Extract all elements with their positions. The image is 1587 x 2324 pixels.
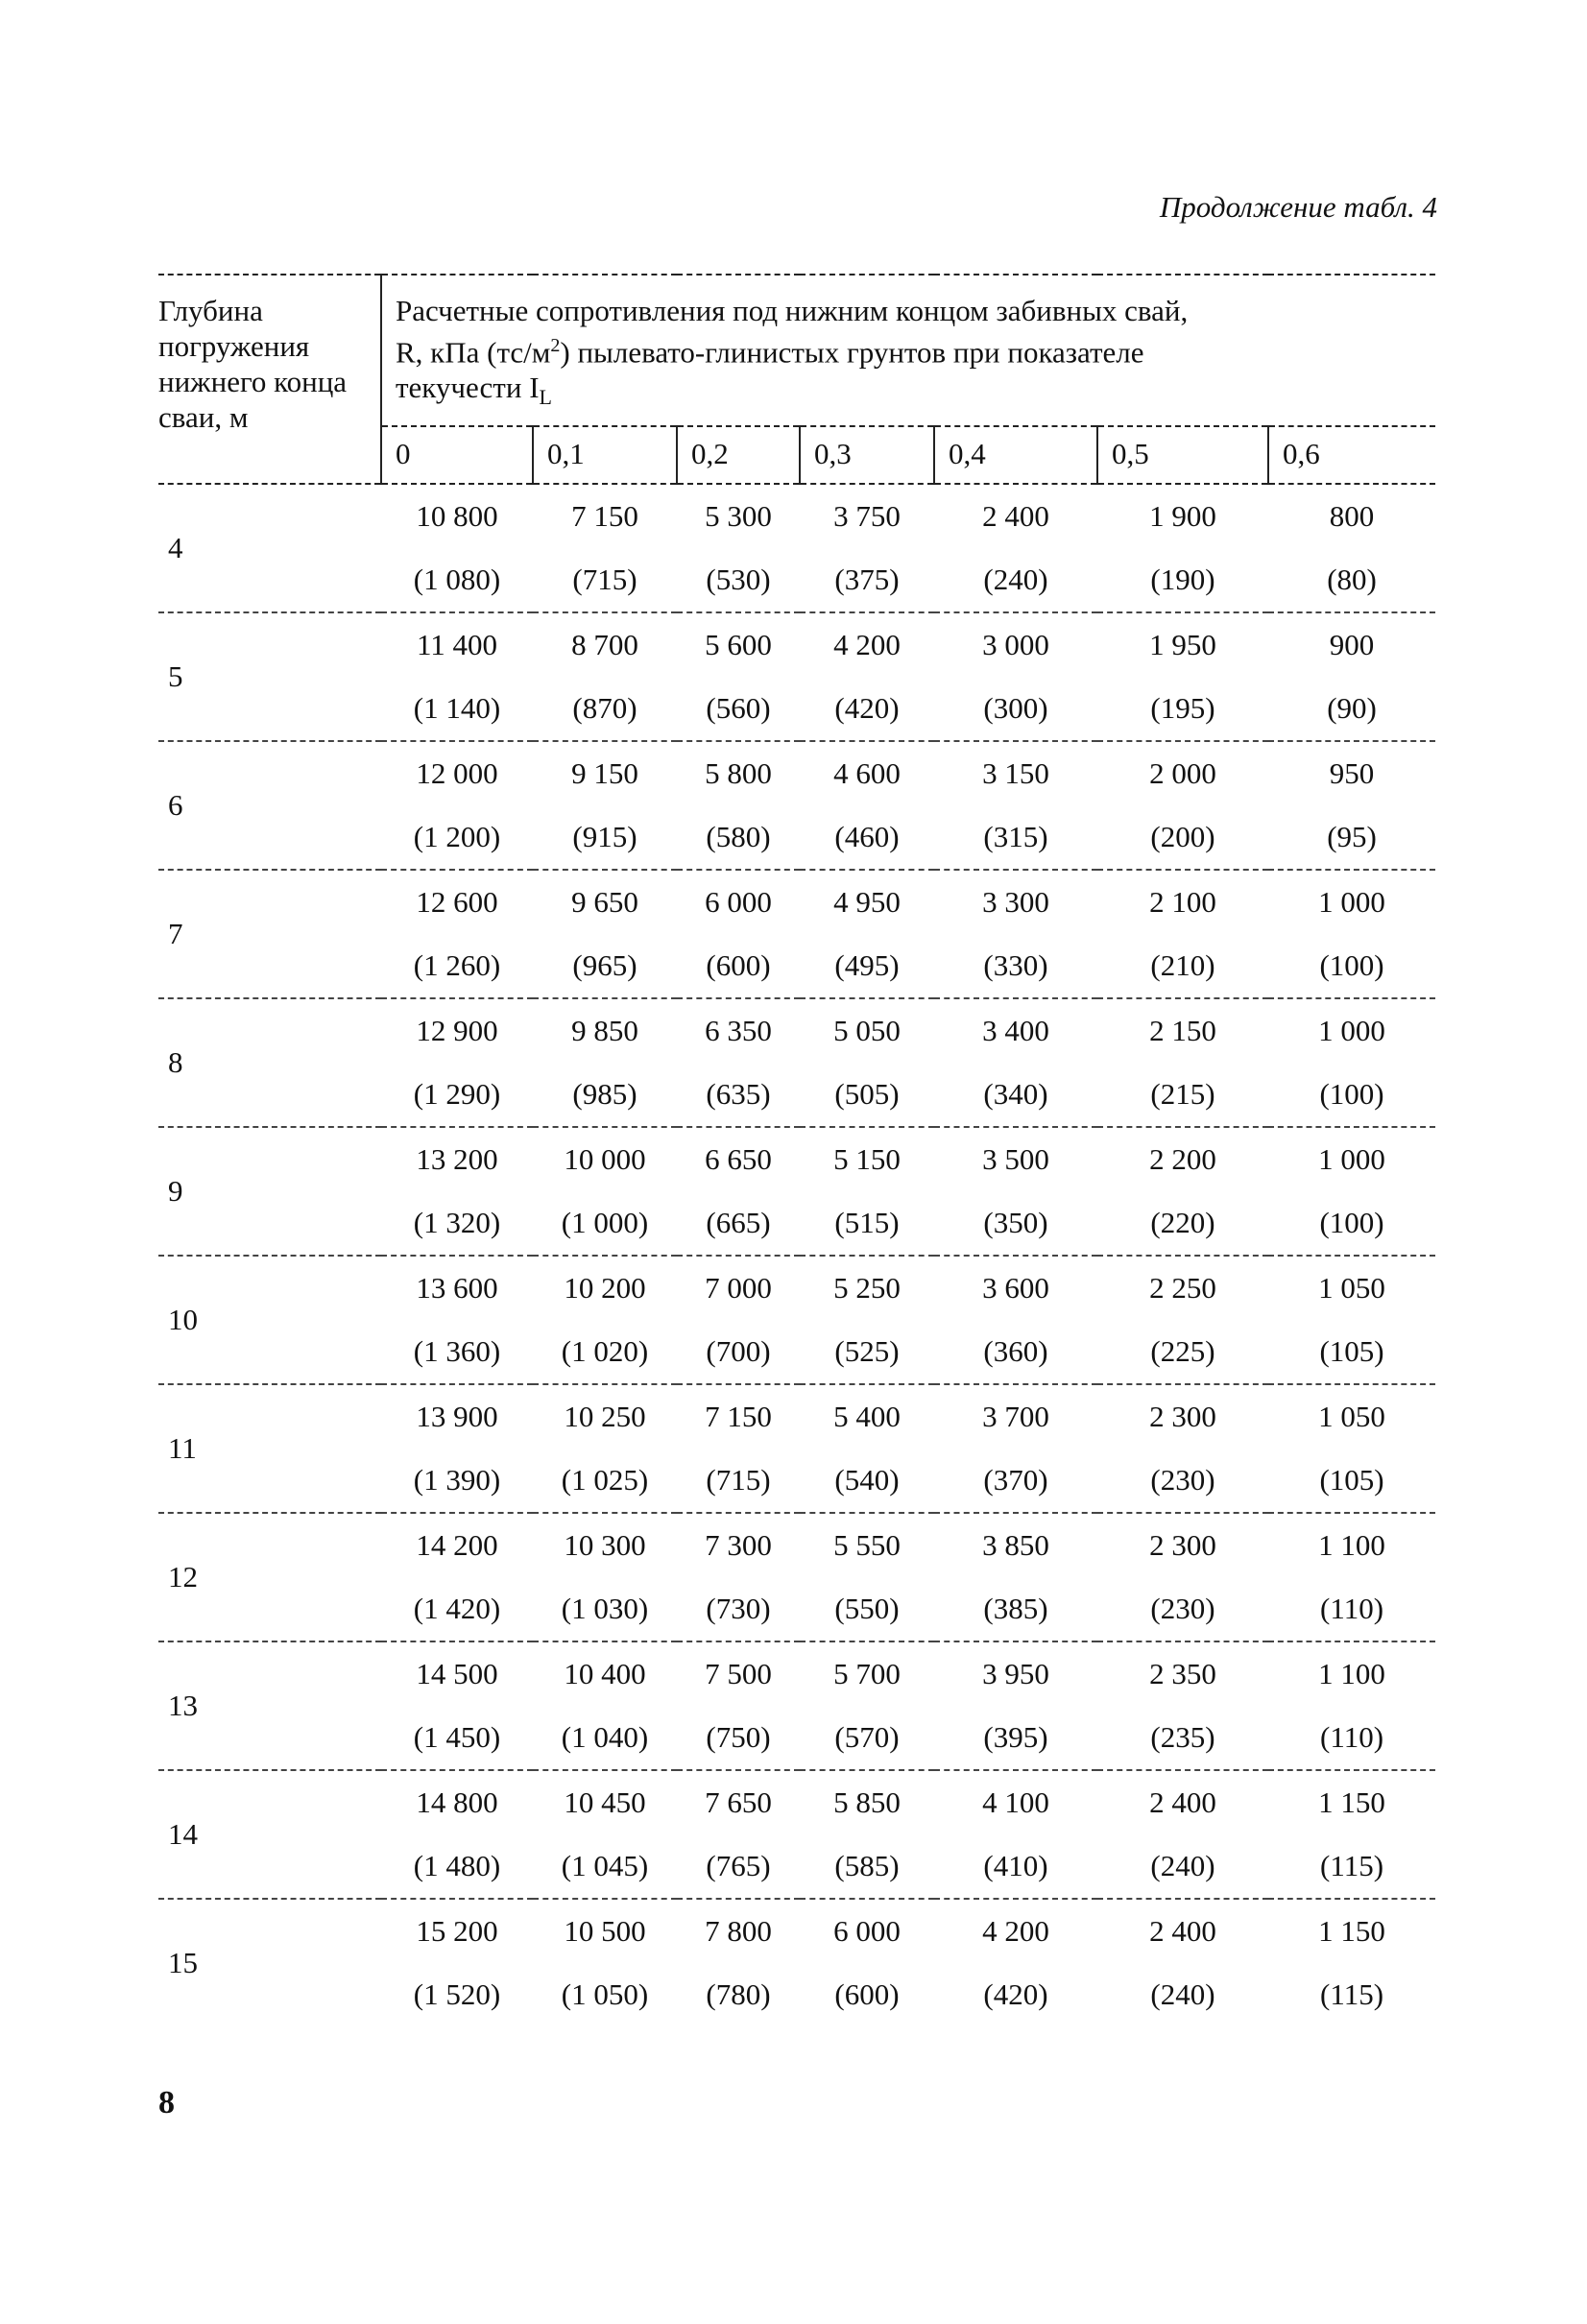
value-kpa: 9 150 [571,755,638,790]
table-row-kpa [158,741,1435,805]
table-continuation-caption: Продолжение табл. 4 [1159,190,1437,224]
value-tcm: (220) [1097,1191,1268,1256]
depth-cell: 9 [158,1127,381,1256]
value-kpa: 5 050 [833,1013,901,1047]
value-tcm: (230) [1097,1449,1268,1513]
value-tcm: (1 320) [381,1191,533,1256]
value-tcm: (360) [934,1320,1097,1384]
value-kpa: 10 300 [564,1527,646,1562]
value-kpa: 10 200 [564,1270,646,1305]
depth-cell: 8 [158,998,381,1127]
value-kpa: 2 300 [1149,1527,1216,1562]
value-tcm: (780) [706,1977,771,2011]
value-tcm: (495) [800,934,934,998]
value-kpa: 1 950 [1149,627,1216,661]
value-kpa: 13 200 [416,1141,498,1176]
resistance-header [381,275,1435,426]
value-tcm: (580) [677,805,800,870]
value-tcm: (210) [1097,934,1268,998]
value-kpa: 4 200 [833,627,901,661]
value-tcm: (1 290) [381,1063,533,1127]
value-kpa: 2 400 [1149,1785,1216,1819]
value-tcm: (1 480) [381,1834,533,1899]
value-tcm: (315) [934,805,1097,870]
table-body [158,484,1435,2026]
value-tcm: (715) [677,1449,800,1513]
table-row-kpa [158,1641,1435,1706]
value-tcm: (375) [800,548,934,612]
value-kpa: 2 400 [982,498,1049,533]
value-kpa: 7 800 [705,1913,772,1948]
table-row-kpa [158,1513,1435,1577]
value-tcm: (240) [1150,1977,1215,2011]
value-kpa: 14 500 [416,1656,498,1690]
value-kpa: 2 350 [1149,1656,1216,1690]
value-tcm: (570) [800,1706,934,1770]
value-kpa: 900 [1329,627,1375,661]
value-kpa: 15 200 [416,1913,498,1948]
value-kpa: 14 800 [416,1785,498,1819]
value-kpa: 1 050 [1318,1399,1385,1433]
squared-superscript: 2 [550,335,561,356]
value-tcm: (115) [1268,1834,1435,1899]
value-tcm: (1 520) [413,1977,501,2011]
value-tcm: (560) [677,677,800,741]
resistance-table [158,274,1435,2026]
value-kpa: 1 000 [1318,884,1385,919]
value-kpa: 2 100 [1149,884,1216,919]
table-row-kpa [158,612,1435,677]
value-kpa: 7 150 [571,498,638,533]
value-kpa: 1 900 [1149,498,1216,533]
value-tcm: (195) [1097,677,1268,741]
value-kpa: 11 400 [416,627,498,661]
value-tcm: (525) [800,1320,934,1384]
value-kpa: 12 900 [416,1013,498,1047]
value-kpa: 3 850 [982,1527,1049,1562]
value-kpa: 3 600 [982,1270,1049,1305]
value-kpa: 7 000 [705,1270,772,1305]
depth-cell: 11 [158,1384,381,1513]
value-tcm: (200) [1097,805,1268,870]
value-tcm: (225) [1097,1320,1268,1384]
value-tcm: (190) [1097,548,1268,612]
depth-cell: 15 [168,1945,198,1979]
column-header-il: 0,5 [1097,426,1268,484]
value-tcm: (515) [800,1191,934,1256]
value-tcm: (1 450) [381,1706,533,1770]
table-row-kpa [158,998,1435,1063]
value-kpa: 1 150 [1318,1785,1385,1819]
value-kpa: 7 500 [705,1656,772,1690]
value-tcm: (530) [677,548,800,612]
value-tcm: (1 045) [533,1834,677,1899]
value-kpa: 10 400 [564,1656,646,1690]
value-tcm: (90) [1268,677,1435,741]
value-tcm: (600) [834,1977,900,2011]
value-tcm: (330) [934,934,1097,998]
value-kpa: 10 250 [564,1399,646,1433]
value-kpa: 14 200 [416,1527,498,1562]
value-kpa: 5 700 [833,1656,901,1690]
value-kpa: 9 850 [571,1013,638,1047]
value-kpa: 10 450 [564,1785,646,1819]
value-kpa: 5 600 [705,627,772,661]
table-row-kpa [158,1899,1435,1963]
value-tcm: (80) [1268,548,1435,612]
value-kpa: 7 650 [705,1785,772,1819]
value-tcm: (395) [934,1706,1097,1770]
value-tcm: (765) [677,1834,800,1899]
value-tcm: (1 080) [381,548,533,612]
value-kpa: 3 000 [982,627,1049,661]
value-kpa: 10 500 [564,1913,646,1948]
value-tcm: (110) [1268,1706,1435,1770]
value-tcm: (240) [934,548,1097,612]
table-row-kpa [158,1384,1435,1449]
value-tcm: (750) [677,1706,800,1770]
value-tcm: (540) [800,1449,934,1513]
table-row-kpa [158,1127,1435,1191]
page-number: 8 [158,2085,175,2120]
value-kpa: 1 100 [1318,1656,1385,1690]
value-tcm: (340) [934,1063,1097,1127]
value-tcm: (965) [533,934,677,998]
value-tcm: (100) [1268,934,1435,998]
value-kpa: 1 000 [1318,1013,1385,1047]
value-kpa: 3 950 [982,1656,1049,1690]
value-tcm: (915) [533,805,677,870]
value-kpa: 4 950 [833,884,901,919]
value-kpa: 5 400 [833,1399,901,1433]
value-kpa: 5 550 [833,1527,901,1562]
value-kpa: 12 600 [416,884,498,919]
depth-cell: 13 [158,1641,381,1770]
value-tcm: (1 025) [533,1449,677,1513]
depth-cell: 7 [158,870,381,998]
value-kpa: 800 [1329,498,1375,533]
value-kpa: 7 300 [705,1527,772,1562]
value-tcm: (985) [533,1063,677,1127]
value-kpa: 3 400 [982,1013,1049,1047]
value-tcm: (1 260) [381,934,533,998]
value-tcm: (1 360) [381,1320,533,1384]
value-tcm: (115) [1320,1977,1384,2011]
table-row-kpa [158,484,1435,548]
value-kpa: 2 000 [1149,755,1216,790]
value-kpa: 8 700 [571,627,638,661]
value-tcm: (420) [983,1977,1048,2011]
value-tcm: (665) [677,1191,800,1256]
value-kpa: 1 150 [1318,1913,1385,1948]
value-tcm: (1 420) [381,1577,533,1641]
value-tcm: (715) [533,548,677,612]
value-kpa: 3 150 [982,755,1049,790]
value-tcm: (105) [1268,1320,1435,1384]
column-header-il: 0,3 [800,426,934,484]
value-kpa: 2 150 [1149,1013,1216,1047]
depth-cell: 4 [158,484,381,612]
value-tcm: (410) [934,1834,1097,1899]
value-tcm: (230) [1097,1577,1268,1641]
value-kpa: 5 150 [833,1141,901,1176]
value-kpa: 2 300 [1149,1399,1216,1433]
value-tcm: (870) [533,677,677,741]
value-tcm: (240) [1097,1834,1268,1899]
value-kpa: 12 000 [416,755,498,790]
value-tcm: (1 020) [533,1320,677,1384]
value-kpa: 4 200 [982,1913,1049,1948]
value-tcm: (350) [934,1191,1097,1256]
value-kpa: 1 000 [1318,1141,1385,1176]
value-tcm: (585) [800,1834,934,1899]
depth-cell: 10 [158,1256,381,1384]
column-header-il: 0,4 [934,426,1097,484]
value-kpa: 3 700 [982,1399,1049,1433]
depth-cell: 5 [158,612,381,741]
value-tcm: (505) [800,1063,934,1127]
value-kpa: 5 300 [705,498,772,533]
resistance-header-line3: текучести I [396,371,540,405]
value-tcm: (105) [1268,1449,1435,1513]
value-kpa: 6 000 [705,884,772,919]
value-tcm: (700) [677,1320,800,1384]
value-kpa: 2 200 [1149,1141,1216,1176]
depth-cell: 6 [158,741,381,870]
value-tcm: (300) [934,677,1097,741]
column-header-il: 0 [381,426,533,484]
value-tcm: (215) [1097,1063,1268,1127]
value-kpa: 9 650 [571,884,638,919]
liquidity-subscript: L [539,385,552,410]
depth-cell: 12 [158,1513,381,1641]
value-tcm: (635) [677,1063,800,1127]
value-kpa: 10 800 [416,498,498,533]
value-tcm: (110) [1268,1577,1435,1641]
resistance-header-line1: Расчетные сопротивления под нижним концом забивных свай, [396,294,1189,327]
value-tcm: (370) [934,1449,1097,1513]
value-kpa: 4 600 [833,755,901,790]
depth-cell: 14 [158,1770,381,1899]
column-header-il: 0,6 [1268,426,1435,484]
value-tcm: (100) [1268,1063,1435,1127]
value-tcm: (1 390) [381,1449,533,1513]
value-kpa: 1 100 [1318,1527,1385,1562]
value-kpa: 5 250 [833,1270,901,1305]
value-tcm: (1 140) [381,677,533,741]
value-tcm: (1 030) [533,1577,677,1641]
value-kpa: 4 100 [982,1785,1049,1819]
value-tcm: (1 050) [561,1977,649,2011]
value-kpa: 2 250 [1149,1270,1216,1305]
value-tcm: (550) [800,1577,934,1641]
column-header-il: 0,1 [533,426,677,484]
value-kpa: 3 300 [982,884,1049,919]
value-tcm: (95) [1268,805,1435,870]
value-kpa: 13 600 [416,1270,498,1305]
value-kpa: 6 000 [833,1913,901,1948]
value-tcm: (1 040) [533,1706,677,1770]
value-kpa: 6 350 [705,1013,772,1047]
value-kpa: 10 000 [564,1141,646,1176]
value-tcm: (600) [677,934,800,998]
value-tcm: (420) [800,677,934,741]
value-kpa: 5 800 [705,755,772,790]
value-kpa: 950 [1329,755,1375,790]
value-tcm: (1 000) [533,1191,677,1256]
value-tcm: (100) [1268,1191,1435,1256]
value-kpa: 2 400 [1149,1913,1216,1948]
value-tcm: (1 200) [381,805,533,870]
value-kpa: 5 850 [833,1785,901,1819]
value-kpa: 3 500 [982,1141,1049,1176]
table-row-kpa [158,1770,1435,1834]
value-tcm: (460) [800,805,934,870]
table-row-kpa [158,870,1435,934]
resistance-header-line2-post: ) пылевато-глинистых грунтов при показателе [560,335,1144,370]
value-tcm: (385) [934,1577,1097,1641]
value-kpa: 3 750 [833,498,901,533]
column-header-il: 0,2 [677,426,800,484]
value-kpa: 13 900 [416,1399,498,1433]
value-kpa: 1 050 [1318,1270,1385,1305]
value-kpa: 6 650 [705,1141,772,1176]
table-row-kpa [158,1256,1435,1320]
value-kpa: 7 150 [705,1399,772,1433]
value-tcm: (730) [677,1577,800,1641]
value-tcm: (235) [1097,1706,1268,1770]
depth-column-header: Глубина погружения нижнего конца сваи, м [158,275,381,484]
resistance-header-line2-pre: R, кПа (тс/м [396,335,551,370]
